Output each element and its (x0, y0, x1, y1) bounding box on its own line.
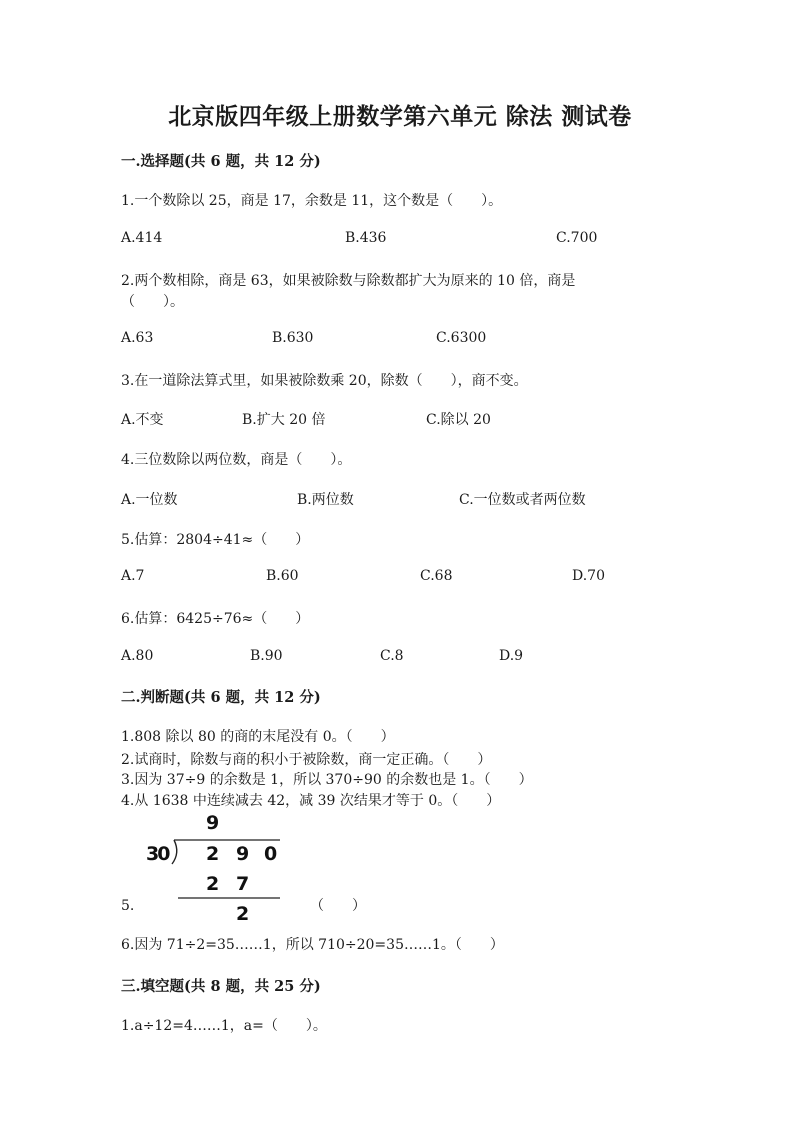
question-text: 5.估算：2804÷41≈（ ） (121, 532, 310, 548)
option-d: D.70 (572, 568, 605, 584)
dividend-digit: 9 (236, 843, 250, 865)
answer-paren: （ ） (310, 898, 366, 914)
product-digit: 7 (236, 873, 250, 895)
quotient-digit: 9 (206, 812, 220, 834)
option-b: B.60 (266, 568, 299, 584)
question-text: 1.a÷12=4……1，a=（ ）。 (121, 1018, 327, 1034)
remainder-digit: 2 (236, 903, 250, 925)
product-digit: 2 (206, 873, 220, 895)
question-text: 1.一个数除以 25，商是 17，余数是 11，这个数是（ ）。 (121, 193, 503, 209)
option-c: C.6300 (436, 330, 487, 346)
long-division-figure (140, 812, 290, 932)
option-c: C.68 (420, 568, 453, 584)
option-c: C.8 (380, 648, 404, 664)
option-a: A.不变 (121, 412, 164, 428)
option-b: B.两位数 (297, 492, 354, 508)
option-a: A.414 (121, 230, 163, 246)
question-text: 2.两个数相除，商是 63，如果被除数与除数都扩大为原来的 10 倍，商是 (121, 273, 576, 289)
divisor: 30 (146, 843, 169, 865)
question-text: 4.三位数除以两位数，商是（ ）。 (121, 452, 352, 468)
option-a: A.7 (121, 568, 145, 584)
section-heading-judge: 二.判断题(共 6 题，共 12 分) (121, 689, 321, 706)
page-title: 北京版四年级上册数学第六单元 除法 测试卷 (168, 103, 632, 130)
dividend-digit: 2 (206, 843, 220, 865)
question-number: 5. (121, 898, 135, 914)
option-b: B.436 (345, 230, 387, 246)
question-text-continued: （ ）。 (121, 294, 184, 310)
option-b: B.扩大 20 倍 (242, 412, 326, 428)
option-b: B.630 (272, 330, 314, 346)
option-c: C.除以 20 (426, 412, 491, 428)
section-heading-choice: 一.选择题(共 6 题，共 12 分) (121, 153, 321, 170)
option-d: D.9 (499, 648, 524, 664)
question-text: 3.在一道除法算式里，如果被除数乘 20，除数（ ），商不变。 (121, 373, 528, 389)
question-text: 6.因为 71÷2=35……1，所以 710÷20=35……1。（ ） (121, 937, 504, 953)
question-text: 3.因为 37÷9 的余数是 1，所以 370÷90 的余数也是 1。（ ） (121, 772, 533, 788)
option-a: A.63 (121, 330, 154, 346)
question-text: 6.估算：6425÷76≈（ ） (121, 611, 310, 627)
question-text: 2.试商时，除数与商的积小于被除数，商一定正确。（ ） (121, 752, 492, 768)
option-c: C.700 (556, 230, 598, 246)
section-heading-fill: 三.填空题(共 8 题，共 25 分) (121, 978, 321, 995)
dividend-digit: 0 (264, 843, 278, 865)
option-a: A.80 (121, 648, 154, 664)
option-c: C.一位数或者两位数 (459, 492, 586, 508)
question-text: 4.从 1638 中连续减去 42，减 39 次结果才等于 0。（ ） (121, 793, 501, 809)
option-a: A.一位数 (121, 492, 178, 508)
question-text: 1.808 除以 80 的商的末尾没有 0。（ ） (121, 729, 395, 745)
option-b: B.90 (250, 648, 283, 664)
